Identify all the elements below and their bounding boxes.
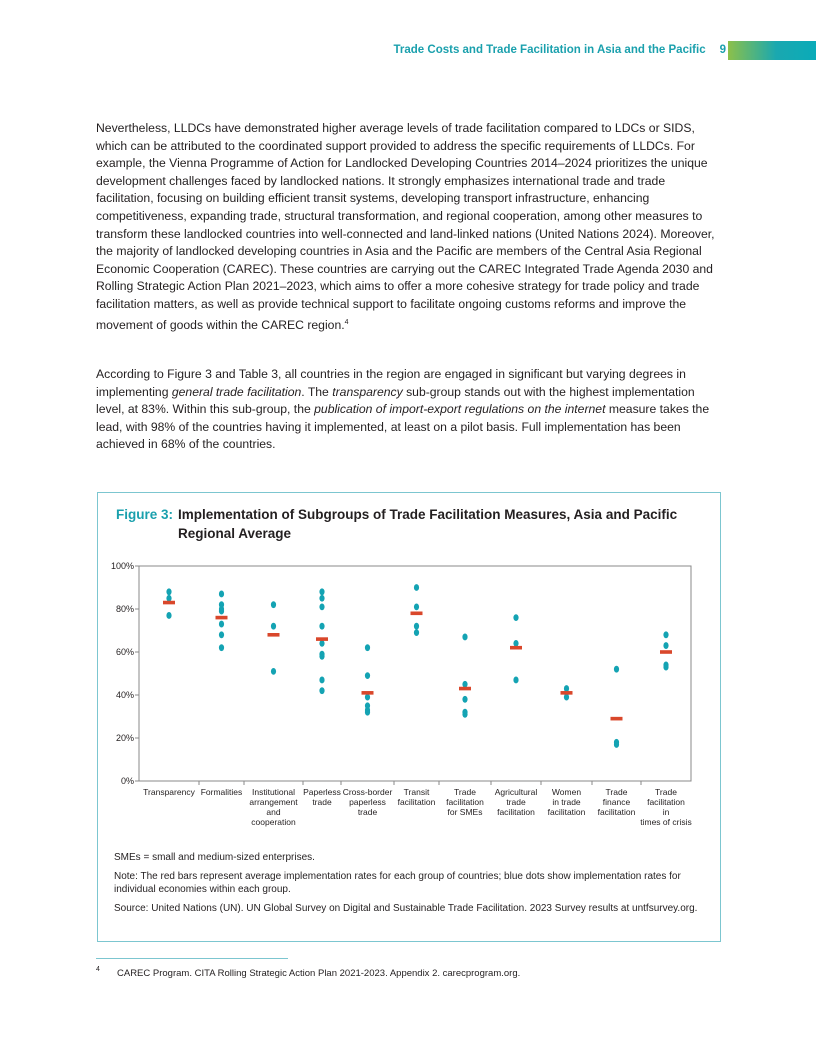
data-point — [166, 612, 171, 619]
data-point — [414, 603, 419, 610]
body-paragraph-2 — [96, 366, 722, 454]
text-italic: publication of import-export regulations on the internet — [314, 402, 606, 417]
x-tick-label: Transparency — [143, 787, 195, 797]
data-point — [219, 621, 224, 628]
x-tick-label: Institutional arrangement and cooperation — [249, 787, 298, 827]
note: Note: The red bars represent average implementation rates for each group of countries; blue dots show implementation rates for individual economies within each group. — [114, 870, 681, 895]
abbreviations: SMEs = small and medium-sized enterprises. — [114, 852, 315, 863]
running-header — [394, 44, 726, 56]
text: . The — [301, 384, 333, 399]
data-point — [271, 668, 276, 675]
figure-title-text: Implementation of Subgroups of Trade Facilitation Measures, Asia and Pacific Regional Average — [178, 507, 678, 541]
text-italic: general trade facilitation — [171, 384, 302, 399]
figure-notes — [114, 851, 714, 920]
data-point — [513, 614, 518, 621]
x-tick-label: Trade finance facilitation — [597, 787, 636, 817]
figure-label: Figure 3: — [116, 507, 174, 522]
paragraph-text: Nevertheless, LLDCs have demonstrated higher average levels of trade facilitation compared to LDCs or SIDS, which can be attributed to the coordinated support provided to address the specific requirements of LLDCs. For example, the Vienna Programme of Action for Landlocked Developing Countries 2014–2024 prioritizes the unique development challenges faced by landlocked nations. It strongly emphasizes international trade and trade facilitation, focusing on building efficient transit systems, developing transport infrastructure, enhancing competitiveness, expanding trade, structural transformation, and regional cooperation, among other measures to transform these landlocked countries into well-connected and land-linked nations (United Nations 2024). Moreover, the majority of landlocked developing countries in Asia and the Pacific are members of the Central Asia Regional Economic Cooperation (CAREC). These countries are carrying out the CAREC Integrated Trade Agenda 2030 and Rolling Strategic Action Plan 2021–2023, which aims to offer a more cohesive strategy for trade policy and trade facilitation matters, as well as provide technical support to facilitate ongoing customs reforms and improve the movement of goods within the CAREC region. — [96, 121, 715, 332]
data-point — [462, 634, 467, 641]
data-point — [663, 664, 668, 671]
header-color-bar — [728, 41, 816, 60]
y-tick-label: 40% — [115, 690, 134, 700]
text: measure takes the lead, with 98% of the countries having it implemented, at least on a pilot basis. Full implementation has been achieved in 68% of the countries. — [96, 402, 710, 452]
data-point — [365, 709, 370, 716]
text: According to Figure 3 and Table 3, all countries in the region are engaged in significant but varying degrees in implementing — [96, 367, 686, 399]
x-tick-label: Formalities — [200, 787, 243, 797]
data-point — [414, 623, 419, 630]
x-tick-label: Trade facilitation for SMEs — [446, 787, 484, 817]
y-tick-label: 20% — [115, 733, 134, 743]
average-bar — [411, 612, 423, 616]
x-tick-label: Women in trade facilitation — [547, 787, 586, 817]
data-point — [614, 741, 619, 748]
average-bar — [163, 601, 175, 605]
footnote — [96, 968, 520, 979]
average-bar — [268, 633, 280, 637]
header-title: Trade Costs and Trade Facilitation in Asia and the Pacific — [393, 44, 706, 56]
text: sub-group stands out with the highest implementation level, at 83%. Within this sub-group, the — [96, 384, 695, 417]
data-point — [365, 694, 370, 701]
data-point — [462, 696, 467, 703]
data-point — [319, 603, 324, 610]
body-paragraph-1 — [96, 120, 722, 334]
data-point — [219, 608, 224, 615]
data-point — [462, 711, 467, 718]
data-point — [564, 694, 569, 701]
data-point — [414, 629, 419, 636]
data-point — [271, 623, 276, 630]
data-point — [219, 644, 224, 651]
data-point — [663, 631, 668, 638]
data-point — [166, 595, 171, 602]
source: Source: United Nations (UN). UN Global Survey on Digital and Sustainable Trade Facilitation. 2023 Survey results at untfsurvey.org. — [114, 902, 698, 914]
average-bar — [316, 637, 328, 641]
average-bar — [362, 691, 374, 695]
data-point — [271, 601, 276, 608]
data-point — [319, 687, 324, 694]
data-point — [319, 595, 324, 602]
data-point — [614, 666, 619, 673]
x-tick-label: Trade facilitation in times of crisis — [640, 787, 692, 827]
data-point — [319, 677, 324, 684]
average-bar — [561, 691, 573, 695]
average-bar — [510, 646, 522, 650]
data-point — [319, 653, 324, 660]
footnote-ref[interactable]: 4 — [344, 318, 349, 326]
x-tick-label: Agricultural trade facilitation — [494, 787, 538, 817]
page-number: 9 — [719, 44, 726, 56]
footnote-mark: 4 — [96, 966, 100, 973]
text-italic: transparency — [332, 384, 403, 399]
x-tick-label: Transit facilitation — [397, 787, 436, 807]
data-point — [319, 640, 324, 647]
footnote-text: CAREC Program. CITA Rolling Strategic Action Plan 2021-2023. Appendix 2. carecprogram.org. — [117, 968, 521, 979]
average-bar — [660, 650, 672, 654]
y-tick-label: 60% — [115, 647, 134, 657]
data-point — [365, 644, 370, 651]
average-bar — [459, 687, 471, 691]
data-point — [219, 631, 224, 638]
figure-title — [116, 505, 706, 543]
x-tick-label: Cross-border paperless trade — [342, 787, 393, 817]
average-bar — [611, 717, 623, 721]
plot-frame — [139, 566, 691, 781]
data-point — [663, 642, 668, 649]
average-bar — [216, 616, 228, 620]
data-point — [414, 584, 419, 591]
figure-box — [97, 492, 721, 942]
footnote-divider — [96, 958, 288, 959]
x-tick-label: Paperless trade — [303, 787, 341, 807]
data-point — [319, 588, 324, 595]
y-tick-label: 80% — [115, 604, 134, 614]
data-point — [462, 681, 467, 688]
data-point — [365, 672, 370, 679]
y-tick-label: 0% — [120, 776, 134, 786]
data-point — [166, 588, 171, 595]
data-point — [219, 591, 224, 598]
data-point — [513, 640, 518, 647]
y-tick-label: 100% — [110, 561, 134, 571]
data-point — [319, 623, 324, 630]
data-point — [513, 677, 518, 684]
